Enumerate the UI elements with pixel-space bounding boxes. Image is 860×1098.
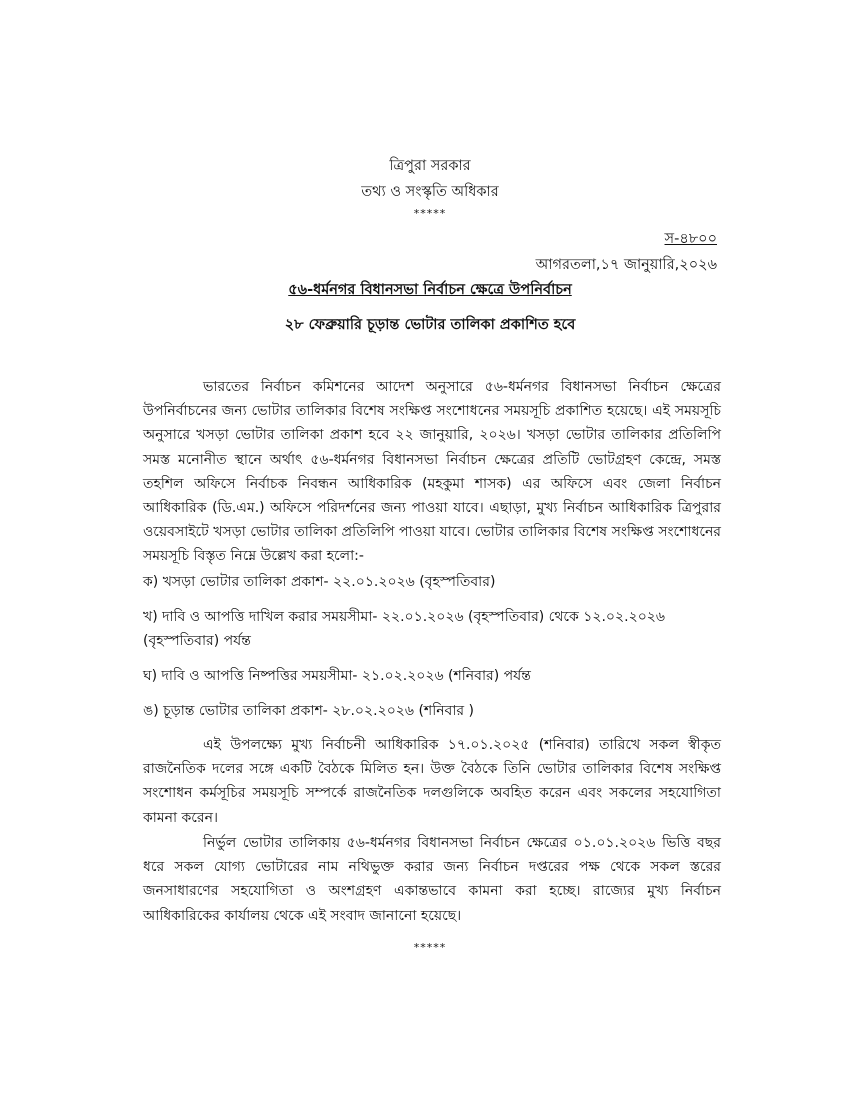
schedule-item-disposal-deadline: ঘ) দাবি ও আপত্তি নিষ্পত্তির সময়সীমা- ২১.০২.২০২৬ (শনিবার) পর্যন্ত [143,668,531,684]
separator-bottom: ***** [413,941,447,954]
dateline: আগরতলা,১৭ জানুয়ারি,২০২৬ [535,257,717,273]
reference-number: স-৪৮০০ [664,231,717,247]
press-title-text: ৫৬-ধর্মনগর বিধানসভা নির্বাচন ক্ষেত্রে উপনির্বাচন [288,282,572,298]
press-subtitle: ২৮ ফেব্রুয়ারি চূড়ান্ত ভোটার তালিকা প্রকাশিত হবে [284,317,576,333]
schedule-item-draft-publication: ক) খসড়া ভোটার তালিকা প্রকাশ- ২২.০১.২০২৬ (বৃহস্পতিবার) [143,574,496,590]
paragraph-intro: ভারতের নির্বাচন কমিশনের আদেশ অনুসারে ৫৬-ধর্মনগর বিধানসভা নির্বাচন ক্ষেত্রের উপনির্বাচনের জন্য ভোটার তালিকার বিশেষ সংক্ষিপ্ত সংশোধনের সময়সূচি প্রকাশিত হয়েছে। এই সময়সূচি অনুসারে খসড়া ভোটার তালিকা প্রকাশ হবে ২২ জানুয়ারি, ২০২৬। খসড়া ভোটার তালিকার প্রতিলিপি সমস্ত মনোনীত স্থানে অর্থাৎ ৫৬-ধর্মনগর বিধানসভা নির্বাচন ক্ষেত্রের প্রতিটি ভোটগ্রহণ কেন্দ্রে, সমস্ত তহশিল অফিসে নির্বাচক নিবন্ধন আধিকারিক (মহকুমা শাসক) এর অফিসে এবং জেলা নির্বাচন আধিকারিক (ডি.এম.) অফিসে পরিদর্শনের জন্য পাওয়া যাবে। এছাড়া, মুখ্য নির্বাচন আধিকারিক ত্রিপুরার ওয়েবসাইটে খসড়া ভোটার তালিকা প্রতিলিপি পাওয়া যাবে। ভোটার তালিকার বিশেষ সংক্ষিপ্ত সংশোধনের সময়সূচি বিস্তৃত নিম্নে উল্লেখ করা হলো:- [143,379,721,565]
schedule-item-claims-period: খ) দাবি ও আপত্তি দাখিল করার সময়সীমা- ২২.০১.২০২৬ (বৃহস্পতিবার) থেকে ১২.০২.২০২৬ (বৃহস্পতিবার) পর্যন্ত [143,609,665,650]
department-name: তথ্য ও সংস্কৃতি অধিকার [361,184,499,200]
schedule-item-final-publication: ঙ) চূড়ান্ত ভোটার তালিকা প্রকাশ- ২৮.০২.২০২৬ (শনিবার ) [143,703,475,719]
paragraph-appeal: নির্ভুল ভোটার তালিকায় ৫৬-ধর্মনগর বিধানসভা নির্বাচন ক্ষেত্রের ০১.০১.২০২৬ ভিত্তি বছর ধরে সকল যোগ্য ভোটারের নাম নথিভুক্ত করার জন্য নির্বাচন দপ্তরের পক্ষ থেকে সকল স্তরের জনসাধারণের সহযোগিতা ও অংশগ্রহণ একান্তভাবে কামনা করা হচ্ছে। রাজ্যের মুখ্য নির্বাচন আধিকারিকের কার্যালয় থেকে এই সংবাদ জানানো হয়েছে। [143,835,721,924]
separator-top: ***** [413,207,447,220]
government-name: ত্রিপুরা সরকার [389,158,471,174]
press-title [0,279,860,303]
paragraph-meeting: এই উপলক্ষ্যে মুখ্য নির্বাচনী আধিকারিক ১৭.০১.২০২৫ (শনিবার) তারিখে সকল স্বীকৃত রাজনৈতিক দলের সঙ্গে একটি বৈঠকে মিলিত হন। উক্ত বৈঠকে তিনি ভোটার তালিকার বিশেষ সংক্ষিপ্ত সংশোধন কর্মসূচির সময়সূচি সম্পর্কে রাজনৈতিক দলগুলিকে অবহিত করেন এবং সকলের সহযোগিতা কামনা করেন। [143,737,721,826]
